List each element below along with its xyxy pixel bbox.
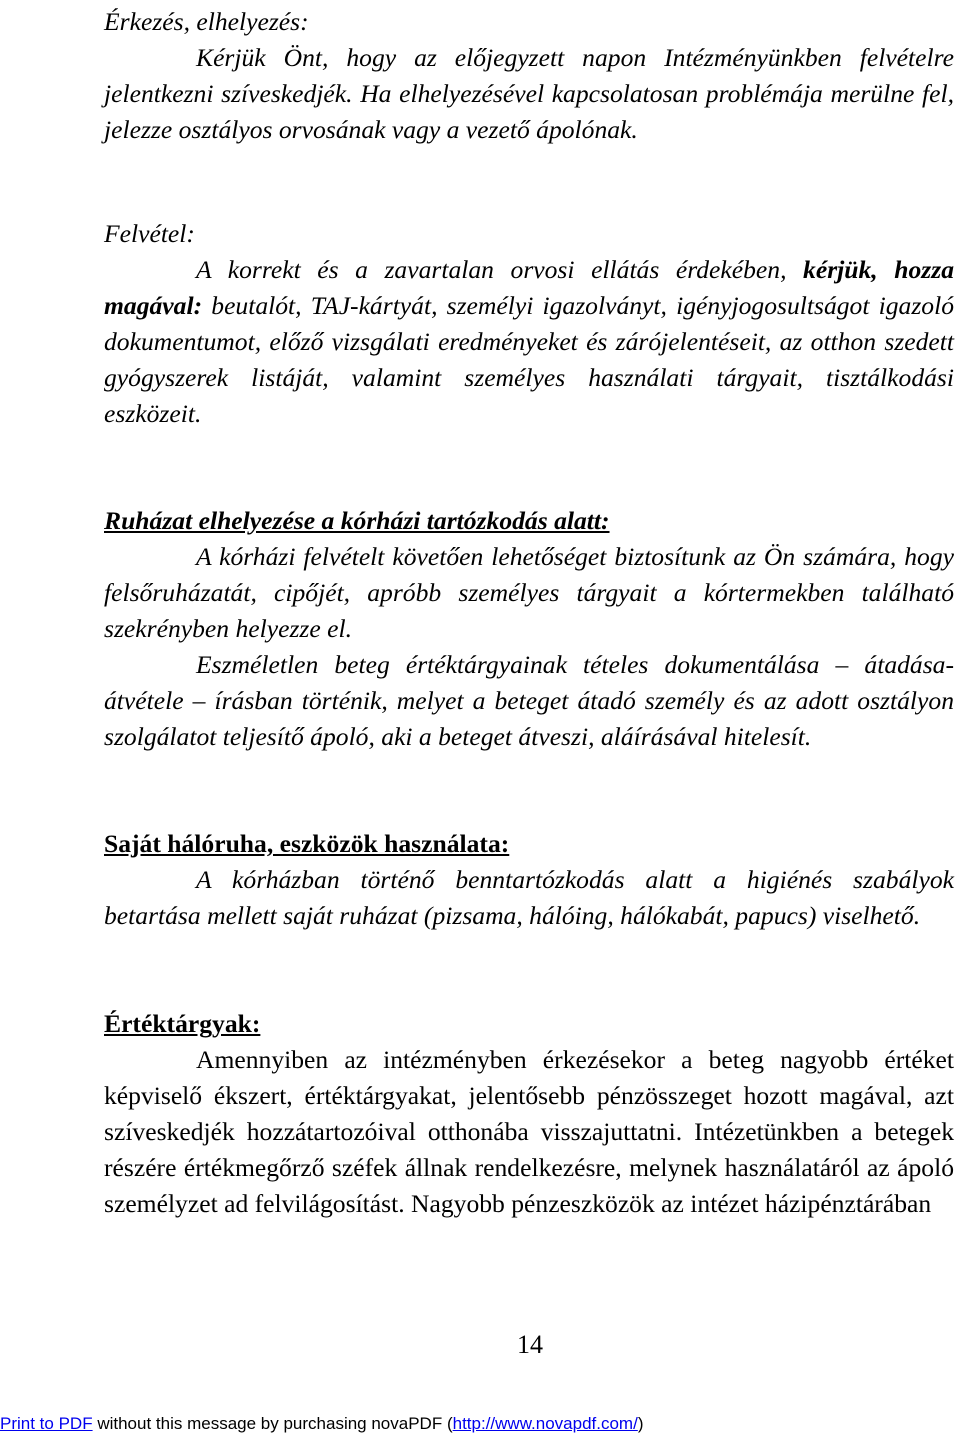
section-nightwear [104, 826, 954, 934]
paragraph-clothing-2: Eszméletlen beteg értéktárgyainak tételes dokumentálása – átadása-átvétele – írásban történik, melyet a beteget átadó személy és az adott osztályon szolgálatot teljesítő ápoló, aki a beteget átveszi, aláírásával hitelesít. [104, 650, 954, 751]
section-clothing [104, 503, 954, 755]
footer-end-text: ) [637, 1414, 644, 1433]
footer-middle-text: without this message by purchasing novaPDF ( [92, 1414, 453, 1433]
paragraph-valuables: Amennyiben az intézményben érkezésekor a beteg nagyobb értéket képviselő ékszert, értéktárgyakat, jelentősebb pénzösszeget hozott magával, azt szíveskedjék hozzátartozóival otthonába visszajuttatni. Intézetünkben a betegek részére értékmegőrző széfek állnak rendelkezésre, melynek használatáról az ápoló személyzet ad felvilágosítást. Nagyobb pénzeszközök az intézet házipénztárában [104, 1045, 954, 1218]
section-heading-nightwear: Saját hálóruha, eszközök használata: [104, 829, 510, 858]
paragraph-arrival: Kérjük Önt, hogy az előjegyzett napon Intézményünkben felvételre jelentkezni szíveskedjék. Ha elhelyezésével kapcsolatosan problémája merülne fel, jelezze osztályos orvosának vagy a vezető ápolónak. [104, 43, 954, 144]
paragraph-nightwear: A kórházban történő benntartózkodás alatt a higiénés szabályok betartása mellett saját ruházat (pizsama, hálóing, hálókabát, papucs) viselhető. [104, 865, 954, 930]
pdf-footer [0, 1410, 960, 1438]
print-to-pdf-link[interactable]: Print to PDF [0, 1414, 93, 1433]
paragraph-admission [104, 252, 954, 432]
admission-rest: beutalót, TAJ-kártyát, személyi igazolványt, igényjogosultságot igazoló dokumentumot, előző vizsgálati eredményeket és zárójelentéseit, az otthon szedett gyógyszerek listáját, valamint személyes használati tárgyait, tisztálkodási eszközeit. [104, 291, 954, 428]
novapdf-url-link[interactable]: http://www.novapdf.com/ [452, 1414, 638, 1433]
section-heading-clothing: Ruházat elhelyezése a kórházi tartózkodás alatt: [104, 506, 610, 535]
section-heading-valuables: Értéktárgyak: [104, 1009, 261, 1038]
page-number: 14 [517, 1330, 543, 1359]
section-admission [104, 216, 954, 432]
paragraph-clothing-1: A kórházi felvételt követően lehetőséget biztosítunk az Ön számára, hogy felsőruházatát, cipőjét, apróbb személyes tárgyait a kórtermekben található szekrényben helyezze el. [104, 542, 954, 643]
admission-bold-request: kérjük, hozza magával: [104, 255, 954, 320]
section-arrival [104, 4, 954, 148]
section-heading-arrival: Érkezés, elhelyezés: [104, 7, 309, 36]
section-heading-admission: Felvétel: [104, 219, 195, 248]
section-valuables [104, 1006, 954, 1222]
admission-intro: A korrekt és a zavartalan orvosi ellátás érdekében, [196, 255, 804, 284]
